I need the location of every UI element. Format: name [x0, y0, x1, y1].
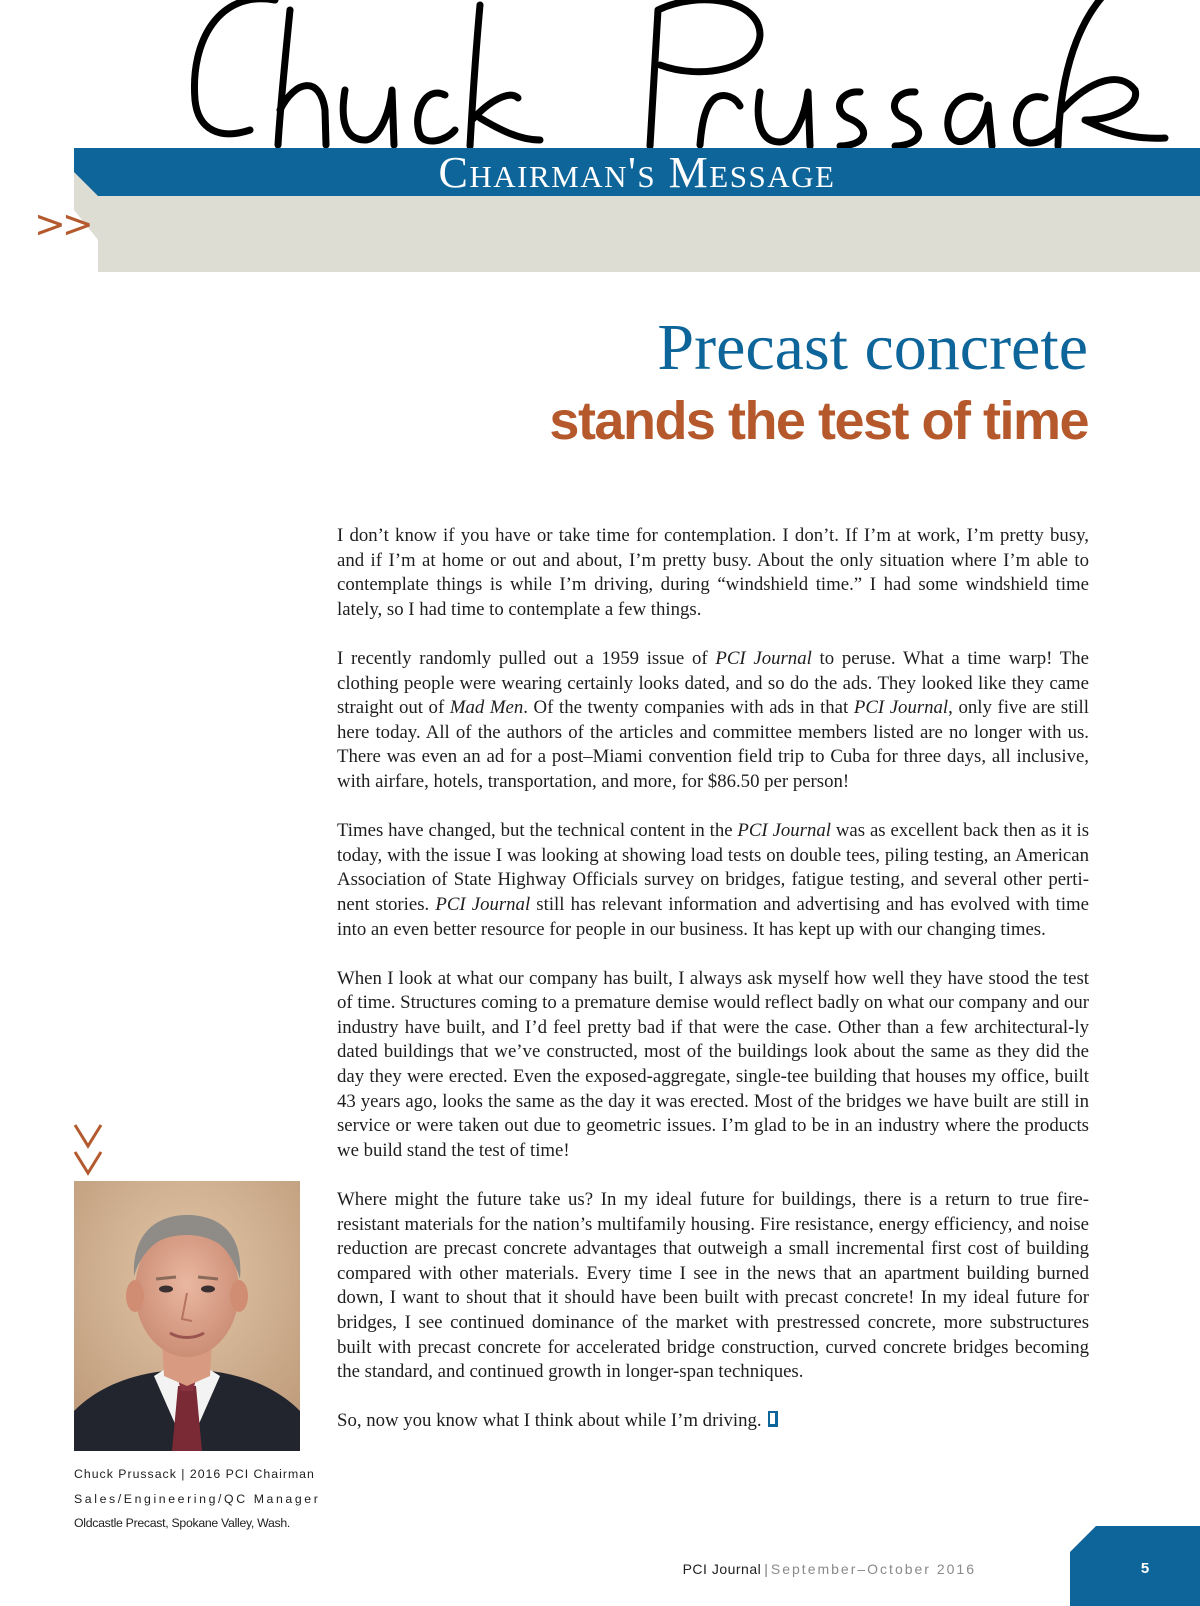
- footer-journal-name: PCI Journal: [682, 1561, 762, 1577]
- paragraph-5: Where might the future take us? In my ideal future for buildings, there is a return to true fire-resistant materials for the nation’s multifamily housing. Fire resistance, energy efficiency, and noise reduction are precast concrete advantages that outweigh a small incremental first cost of building compared with other materials. Every time I see in the news that an apartment building burned down, I want to shout that it should have been built with precast concrete! In my ideal future for bridges, I see continued dominance of the market with prestressed concrete, more substructures built with precast concrete for accelerated bridge construction, curved concrete bridges becoming the standard, and continued growth in longer-span techniques.: [337, 1189, 1089, 1383]
- paragraph-3: [337, 819, 1089, 942]
- page-footer: [683, 1559, 976, 1579]
- double-chevron-down-icon: [72, 1122, 104, 1182]
- paragraph-2: [337, 647, 1089, 795]
- paragraph-4: When I look at what our company has built, I always ask myself how well they have stood the test of time. Structures coming to a premature demise would reflect badly on what our company and our industry have built, and I’d feel pretty bad if that were the case. Other than a few architectural-ly dated buildings that we’ve constructed, most of the buildings look about the same as they did the day they were erected. Even the exposed-aggregate, single-tee building that houses my office, built 43 years ago, looks the same as the day it was erected. Most of the bridges we have built are still in service or were taken out due to geometric issues. I’m glad to be in an industry where the products we build stand the test of time!: [337, 967, 1089, 1161]
- headline-line-1: Precast concrete: [657, 311, 1088, 384]
- page-number: 5: [1140, 1560, 1150, 1577]
- section-title: Chairman's Message: [438, 148, 836, 197]
- double-chevron-right-icon: >>: [34, 202, 90, 246]
- text-run: , only five are still here today. All of the authors of the articles and committee members listed are no longer with us. There was even an ad for a post–Miami convention field trip to Cuba for three days, all inclusive, with airfare, hotels, transportation, and more, for $86.50 per person!: [337, 697, 1089, 792]
- text-run: to peruse. What a time warp! The clothing people were wearing certainly looks dated, and so do the ads. They looked like they came straight out of: [337, 647, 1089, 719]
- chairman-signature: [180, 0, 1180, 150]
- paragraph-6: [337, 1409, 1089, 1434]
- text-run: . Of the twenty companies with ads in that: [523, 697, 854, 719]
- article-body: [337, 524, 1089, 1459]
- headline-line-2: stands the test of time: [549, 391, 1088, 451]
- author-photo: [74, 1181, 300, 1451]
- journal-title: PCI Journal: [435, 893, 531, 915]
- author-name-title: Chuck Prussack | 2016 PCI Chairman: [74, 1467, 315, 1481]
- text-run: was as excellent back then as it is today, with the issue I was looking at showing load tests on double tees, piling testing, an American Association of State Highway Officials survey on bridges, fatigue testing, and several other perti-nent stories.: [337, 820, 1089, 915]
- paragraph-1: I don’t know if you have or take time for contemplation. I don’t. If I’m at work, I’m pretty busy, and if I’m at home or out and about, I’m pretty busy. About the only situation where I’m able to contemplate things is while I’m driving, during “windshield time.” I had some windshield time lately, so I had time to contemplate a few things.: [337, 525, 1089, 620]
- author-caption: [74, 1462, 321, 1536]
- text-run: Times have changed, but the technical content in the: [337, 820, 738, 842]
- show-title: Mad Men: [449, 697, 524, 719]
- journal-title: PCI Journal: [853, 697, 949, 719]
- author-role: Sales/Engineering/QC Manager: [74, 1491, 321, 1506]
- journal-title: PCI Journal: [715, 647, 812, 669]
- text-run: still has relevant information and advertising and has evolved with time into an even better resource for people in our business. It has kept up with our changing times.: [337, 893, 1089, 940]
- footer-issue-date: September–October 2016: [770, 1561, 976, 1577]
- author-company: Oldcastle Precast, Spokane Valley, Wash.: [74, 1516, 291, 1530]
- end-mark-icon: [768, 1411, 778, 1427]
- journal-title: PCI Journal: [737, 820, 831, 842]
- text-run: I recently randomly pulled out a 1959 issue of: [337, 647, 716, 669]
- footer-separator: |: [764, 1561, 768, 1577]
- text-run: So, now you know what I think about while I’m driving.: [337, 1410, 762, 1432]
